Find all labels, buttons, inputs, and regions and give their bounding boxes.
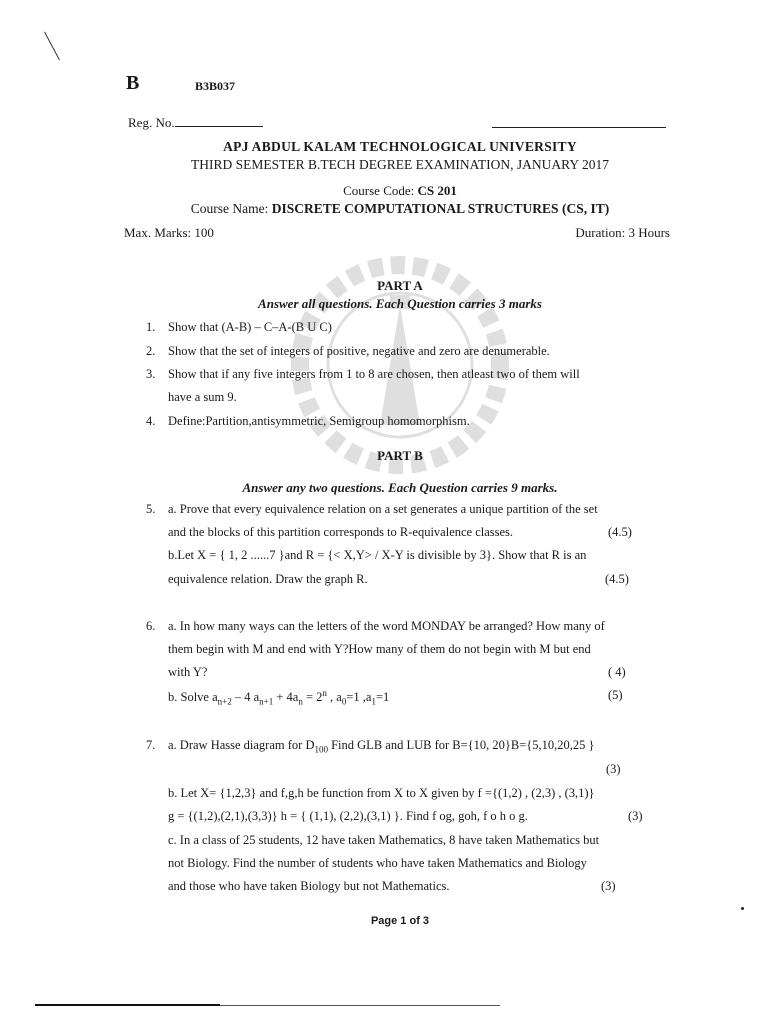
question-text-continued: have a sum 9.: [168, 390, 237, 404]
question-number: 2.: [146, 344, 156, 358]
bottom-rule: [220, 1005, 500, 1006]
question-text: c. In a class of 25 students, 12 have taken Mathematics, 8 have taken Mathematics but: [168, 833, 600, 847]
part-a-heading: PART A: [377, 278, 423, 293]
marks-label: (3): [606, 762, 621, 776]
scan-mark: [44, 32, 60, 61]
course-name-value: DISCRETE COMPUTATIONAL STRUCTURES (CS, IT): [271, 201, 610, 216]
question-text: a. Draw Hasse diagram for $D_{100}$ Find GLB and LUB for B={10, 20}B={5,10,20,25 }: [168, 738, 595, 755]
paper-id: B3B037: [195, 79, 236, 93]
question-text: Show that if any five integers from 1 to 8 are chosen, then atleast two of them will: [168, 367, 580, 381]
question-number: 5.: [146, 502, 156, 516]
question-text: not Biology. Find the number of students who have taken Mathematics and Biology: [168, 856, 587, 870]
question-number: 3.: [146, 367, 156, 381]
question-text: b.Let X = { 1, 2 ......7 }and R = {< X,Y> / X-Y is divisible by 3}. Show that R is an: [168, 548, 587, 562]
duration: Duration: 3 Hours: [575, 225, 670, 240]
marks-label: (3): [628, 809, 643, 823]
marks-label: (4.5): [605, 572, 629, 586]
question-text: Show that the set of integers of positive, negative and zero are denumerable.: [168, 344, 550, 358]
question-text: b. Let X= {1,2,3} and f,g,h be function from X to X given by f ={(1,2) , (2,3) , (3,1)}: [168, 786, 595, 800]
question-text: and the blocks of this partition corresponds to R-equivalence classes.: [168, 525, 514, 539]
bottom-rule: [35, 1004, 220, 1006]
part-a-instruction: Answer all questions. Each Question carries 3 marks: [258, 296, 542, 311]
paper-code: B: [126, 72, 140, 94]
marks-label: ( 4): [608, 665, 626, 679]
page-number: Page 1 of 3: [370, 915, 430, 927]
question-text: Define:Partition,antisymmetric, Semigroup homomorphism.: [168, 414, 470, 428]
question-text: Show that (A-B) – C–A-(B U C): [168, 320, 332, 334]
part-b-instruction: Answer any two questions. Each Question carries 9 marks.: [242, 480, 558, 495]
course-code-value: CS 201: [417, 183, 457, 198]
marks-label: (3): [601, 879, 616, 893]
question-text: with Y?: [168, 665, 208, 679]
reg-no-field: [128, 114, 263, 131]
exam-title: THIRD SEMESTER B.TECH DEGREE EXAMINATION, JANUARY 2017: [191, 157, 609, 172]
university-name: APJ ABDUL KALAM TECHNOLOGICAL UNIVERSITY: [223, 139, 577, 154]
question-number: 6.: [146, 619, 156, 633]
scan-speck: [741, 907, 744, 910]
course-name: Course Name: DISCRETE COMPUTATIONAL STRUCTURES (CS, IT): [190, 201, 610, 216]
course-code: Course Code: CS 201: [343, 183, 457, 198]
question-number: 4.: [146, 414, 156, 428]
question-number: 7.: [146, 738, 156, 752]
question-text: and those who have taken Biology but not Mathematics.: [168, 879, 450, 893]
max-marks: Max. Marks: 100: [124, 225, 214, 240]
reg-no-blank: [175, 114, 263, 127]
question-text: them begin with M and end with Y?How many of them do not begin with M but end: [168, 642, 591, 656]
question-number: 1.: [146, 320, 156, 334]
marks-label: (4.5): [608, 525, 632, 539]
question-text: a. Prove that every equivalence relation on a set generates a unique partition of the set: [168, 502, 598, 516]
part-b-heading: PART B: [377, 448, 423, 463]
question-text: a. In how many ways can the letters of the word MONDAY be arranged? How many of: [168, 619, 605, 633]
question-text: g = {(1,2),(2,1),(3,3)} h = { (1,1), (2,2),(3,1) }. Find f og, goh, f o h o g.: [168, 809, 528, 823]
signature-line: [492, 127, 666, 128]
reg-no-label: Reg. No.: [128, 115, 175, 130]
question-text: equivalence relation. Draw the graph R.: [168, 572, 368, 586]
marks-label: (5): [608, 688, 623, 702]
recurrence-equation: b. Solve $a_{n+2} - 4$ $a_{n+1} + 4a_n = 2^n$ , $a_0=1$ $,a_1=1$: [168, 688, 390, 707]
